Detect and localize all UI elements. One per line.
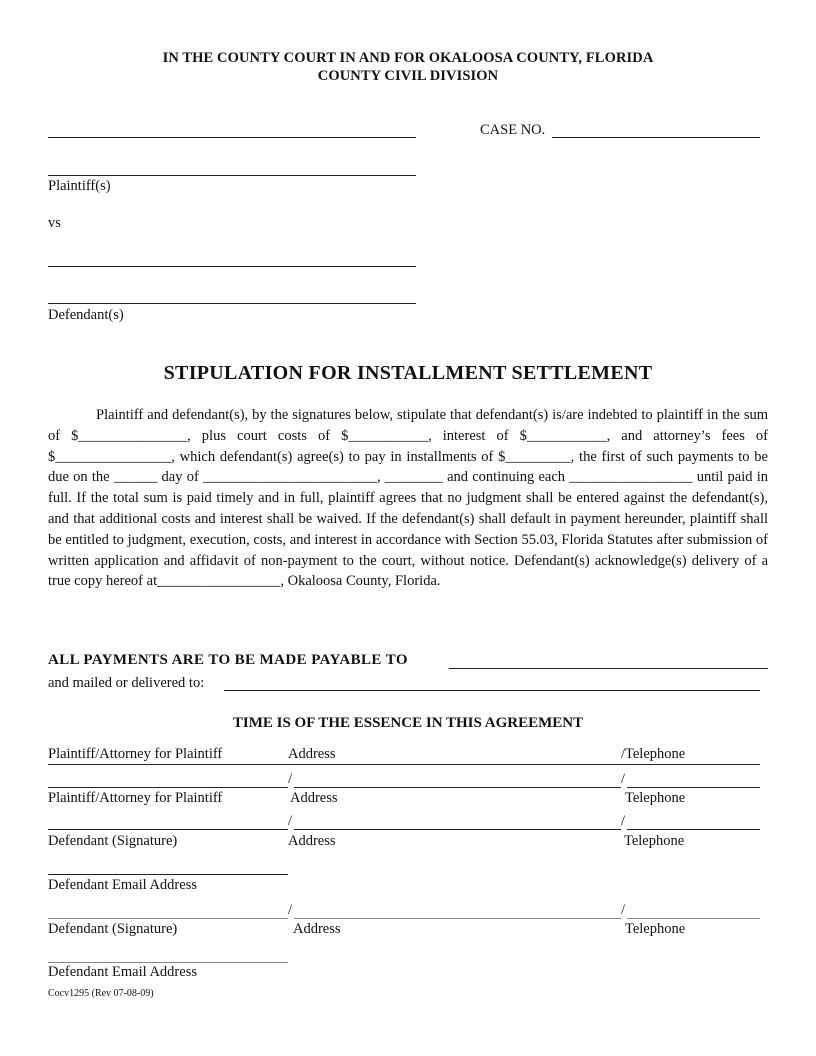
defendant-email-line-2[interactable] (48, 962, 288, 963)
defendant-email-line-1[interactable] (48, 874, 288, 875)
telephone-label-4: Telephone (625, 921, 686, 937)
address-label-3: Address (288, 833, 336, 849)
slash-3a: / (288, 813, 293, 829)
slash-2a: / (288, 771, 293, 787)
sig-underline-1c (621, 764, 760, 765)
defendant-signature-label-1: Defendant (Signature) (48, 833, 178, 849)
slash-2b: / (621, 771, 626, 787)
plaintiff-phone-line-2[interactable] (627, 787, 760, 788)
slash-3b: / (621, 813, 626, 829)
plaintiff-line-2[interactable] (48, 175, 416, 176)
telephone-label-1: /Telephone (621, 746, 686, 762)
form-number: Cocv1295 (Rev 07-08-09) (48, 988, 154, 999)
court-header: IN THE COUNTY COURT IN AND FOR OKALOOSA COUNTY, FLORIDA (162, 50, 654, 66)
defendant-signature-label-2: Defendant (Signature) (48, 921, 178, 937)
telephone-label-2: Telephone (625, 790, 686, 806)
stipulation-paragraph (48, 405, 768, 592)
vs-label: vs (48, 215, 61, 231)
sig-underline-1b (288, 764, 621, 765)
defendant-email-label-2: Defendant Email Address (48, 964, 197, 980)
address-label-1: Address (288, 746, 336, 762)
payable-to-label: ALL PAYMENTS ARE TO BE MADE PAYABLE TO (48, 652, 408, 668)
defendant-address-line-1[interactable] (294, 829, 621, 830)
plaintiff-line-1[interactable] (48, 137, 416, 138)
plaintiff-address-line-2[interactable] (294, 787, 621, 788)
defendant-email-label-1: Defendant Email Address (48, 877, 197, 893)
defendant-line-2[interactable] (48, 303, 416, 304)
paragraph-text: Plaintiff and defendant(s), by the signatures below, stipulate that defendant(s) is/are indebted to plaintiff in the sum of $_______________, plus court costs of $___________, interest of $___________, and attorney’s fees of $________________, which defendant(s) agree(s) to pay in installments of $_________, the first of such payments to be due on the ______ day of ________________________, ________ and continuing each _________________ until paid in full. If the total sum is paid timely and in full, plaintiff agrees that no judgment shall be entered against the defendant(s), and that additional costs and interest shall be waived. If the defendant(s) shall default in payment hereunder, plaintiff shall be entitled to judgment, execution, costs, and interest in accordance with Section 55.03, Florida Statutes after submission of written application and affidavit of non-payment to the court, without notice. Defendant(s) acknowledge(s) delivery of a true copy hereof at_________________, Okaloosa County, Florida. (48, 407, 768, 590)
mailed-label: and mailed or delivered to: (48, 675, 205, 691)
plaintiff-attorney-label-2: Plaintiff/Attorney for Plaintiff (48, 790, 223, 806)
telephone-label-3: Telephone (624, 833, 685, 849)
defendant-signature-line-1[interactable] (48, 829, 288, 830)
address-label-4: Address (293, 921, 341, 937)
payable-to-line[interactable] (449, 668, 768, 669)
defendant-phone-line-2[interactable] (627, 918, 760, 919)
plaintiff-label: Plaintiff(s) (48, 178, 111, 194)
plaintiff-attorney-label-1: Plaintiff/Attorney for Plaintiff (48, 746, 223, 762)
defendant-label: Defendant(s) (48, 307, 124, 323)
defendant-phone-line-1[interactable] (627, 829, 760, 830)
mailed-to-line[interactable] (224, 690, 760, 691)
essence-heading: TIME IS OF THE ESSENCE IN THIS AGREEMENT (232, 715, 584, 731)
case-no-line[interactable] (552, 137, 760, 138)
plaintiff-signature-line-2[interactable] (48, 787, 288, 788)
defendant-address-line-2[interactable] (294, 918, 621, 919)
case-no-label: CASE NO. (480, 122, 546, 138)
document-title: STIPULATION FOR INSTALLMENT SETTLEMENT (163, 362, 653, 384)
slash-4a: / (288, 902, 293, 918)
division-header: COUNTY CIVIL DIVISION (317, 68, 499, 84)
defendant-signature-line-2[interactable] (48, 918, 288, 919)
defendant-line-1[interactable] (48, 266, 416, 267)
slash-4b: / (621, 902, 626, 918)
sig-underline-1a (48, 764, 288, 765)
address-label-2: Address (290, 790, 338, 806)
